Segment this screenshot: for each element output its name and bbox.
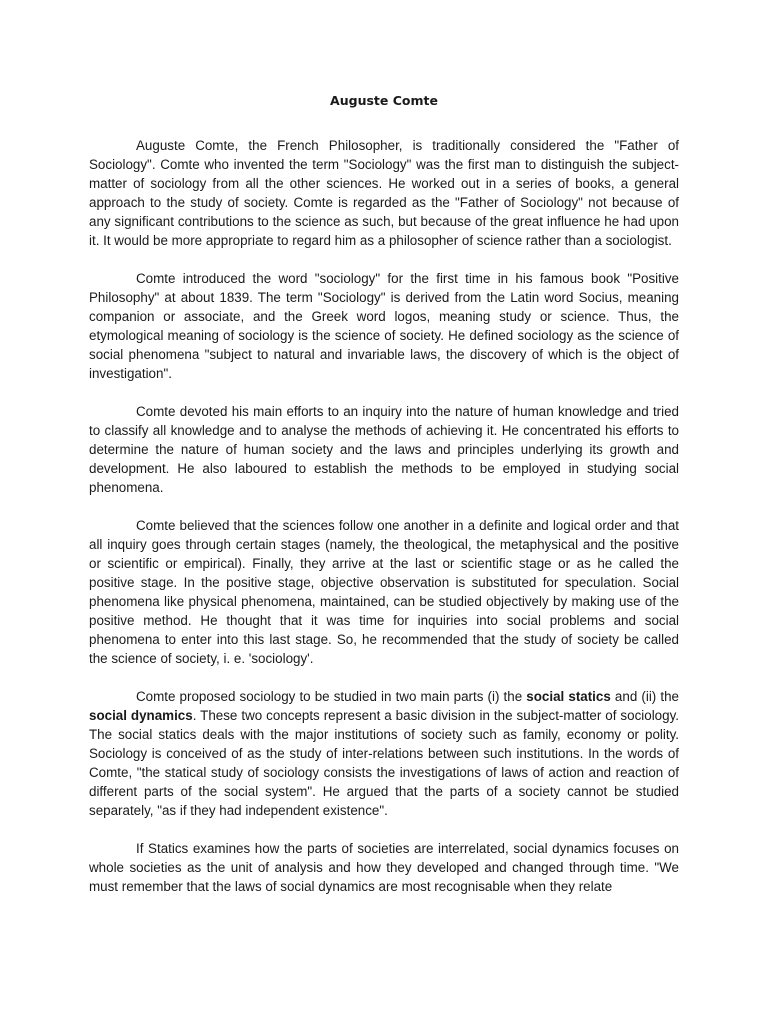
paragraph-text: Comte proposed sociology to be studied in two main parts (i) the [136, 689, 527, 704]
page-title: Auguste Comte [330, 93, 438, 108]
paragraph-text: Auguste Comte, the French Philosopher, is traditionally considered the "Father of Sociology". Comte who invented the term "Sociology" was the first man to distinguish the subject-matter of sociology from all the other sciences. He worked out in a series of books, a general approach to the study of society. Comte is regarded as the "Father of Sociology" not because of any significant contributions to the science as such, but because of the great influence he had upon it. It would be more appropriate to regard him as a philosopher of science rather than a sociologist. [89, 138, 679, 248]
paragraph-text: . These two concepts represent a basic division in the subject-matter of sociology. The social statics deals with the major institutions of society such as family, economy or polity. Sociology is conceived of as the study of inter-relations between such institutions. In the words of Comte, "the statical study of sociology consists the investigations of laws of action and reaction of different parts of the social system". He argued that the parts of a society cannot be studied separately, "as if they had independent existence". [89, 708, 679, 818]
paragraph [89, 687, 679, 820]
paragraph-text: and (ii) the [610, 689, 679, 704]
paragraph-text: Comte introduced the word "sociology" for the first time in his famous book "Positive Philosophy" at about 1839. The term "Sociology" is derived from the Latin word Socius, meaning companion or associate, and the Greek word logos, meaning study or science. Thus, the etymological meaning of sociology is the science of society. He defined sociology as the science of social phenomena "subject to natural and invariable laws, the discovery of which is the object of investigation". [89, 271, 679, 381]
bold-term: social statics [526, 689, 611, 704]
paragraph [89, 402, 679, 497]
document-body [89, 136, 679, 915]
paragraph-text: If Statics examines how the parts of societies are interrelated, social dynamics focuses on whole societies as the unit of analysis and how they developed and changed through time. "We must remember that the laws of social dynamics are most recognisable when they relate [89, 841, 679, 894]
paragraph [89, 136, 679, 250]
bold-term: social dynamics [89, 708, 193, 723]
paragraph [89, 516, 679, 668]
paragraph [89, 269, 679, 383]
paragraph [89, 839, 679, 896]
paragraph-text: Comte believed that the sciences follow one another in a definite and logical order and that all inquiry goes through certain stages (namely, the theological, the metaphysical and the positive or scientific or empirical). Finally, they arrive at the last or scientific stage or as he called the positive stage. In the positive stage, objective observation is substituted for speculation. Social phenomena like physical phenomena, maintained, can be studied objectively by making use of the positive method. He thought that it was time for inquiries into social problems and social phenomena to enter into this last stage. So, he recommended that the study of society be called the science of society, i. e. 'sociology'. [89, 518, 679, 666]
paragraph-text: Comte devoted his main efforts to an inquiry into the nature of human knowledge and tried to classify all knowledge and to analyse the methods of achieving it. He concentrated his efforts to determine the nature of human society and the laws and principles underlying its growth and development. He also laboured to establish the methods to be employed in studying social phenomena. [89, 404, 679, 495]
